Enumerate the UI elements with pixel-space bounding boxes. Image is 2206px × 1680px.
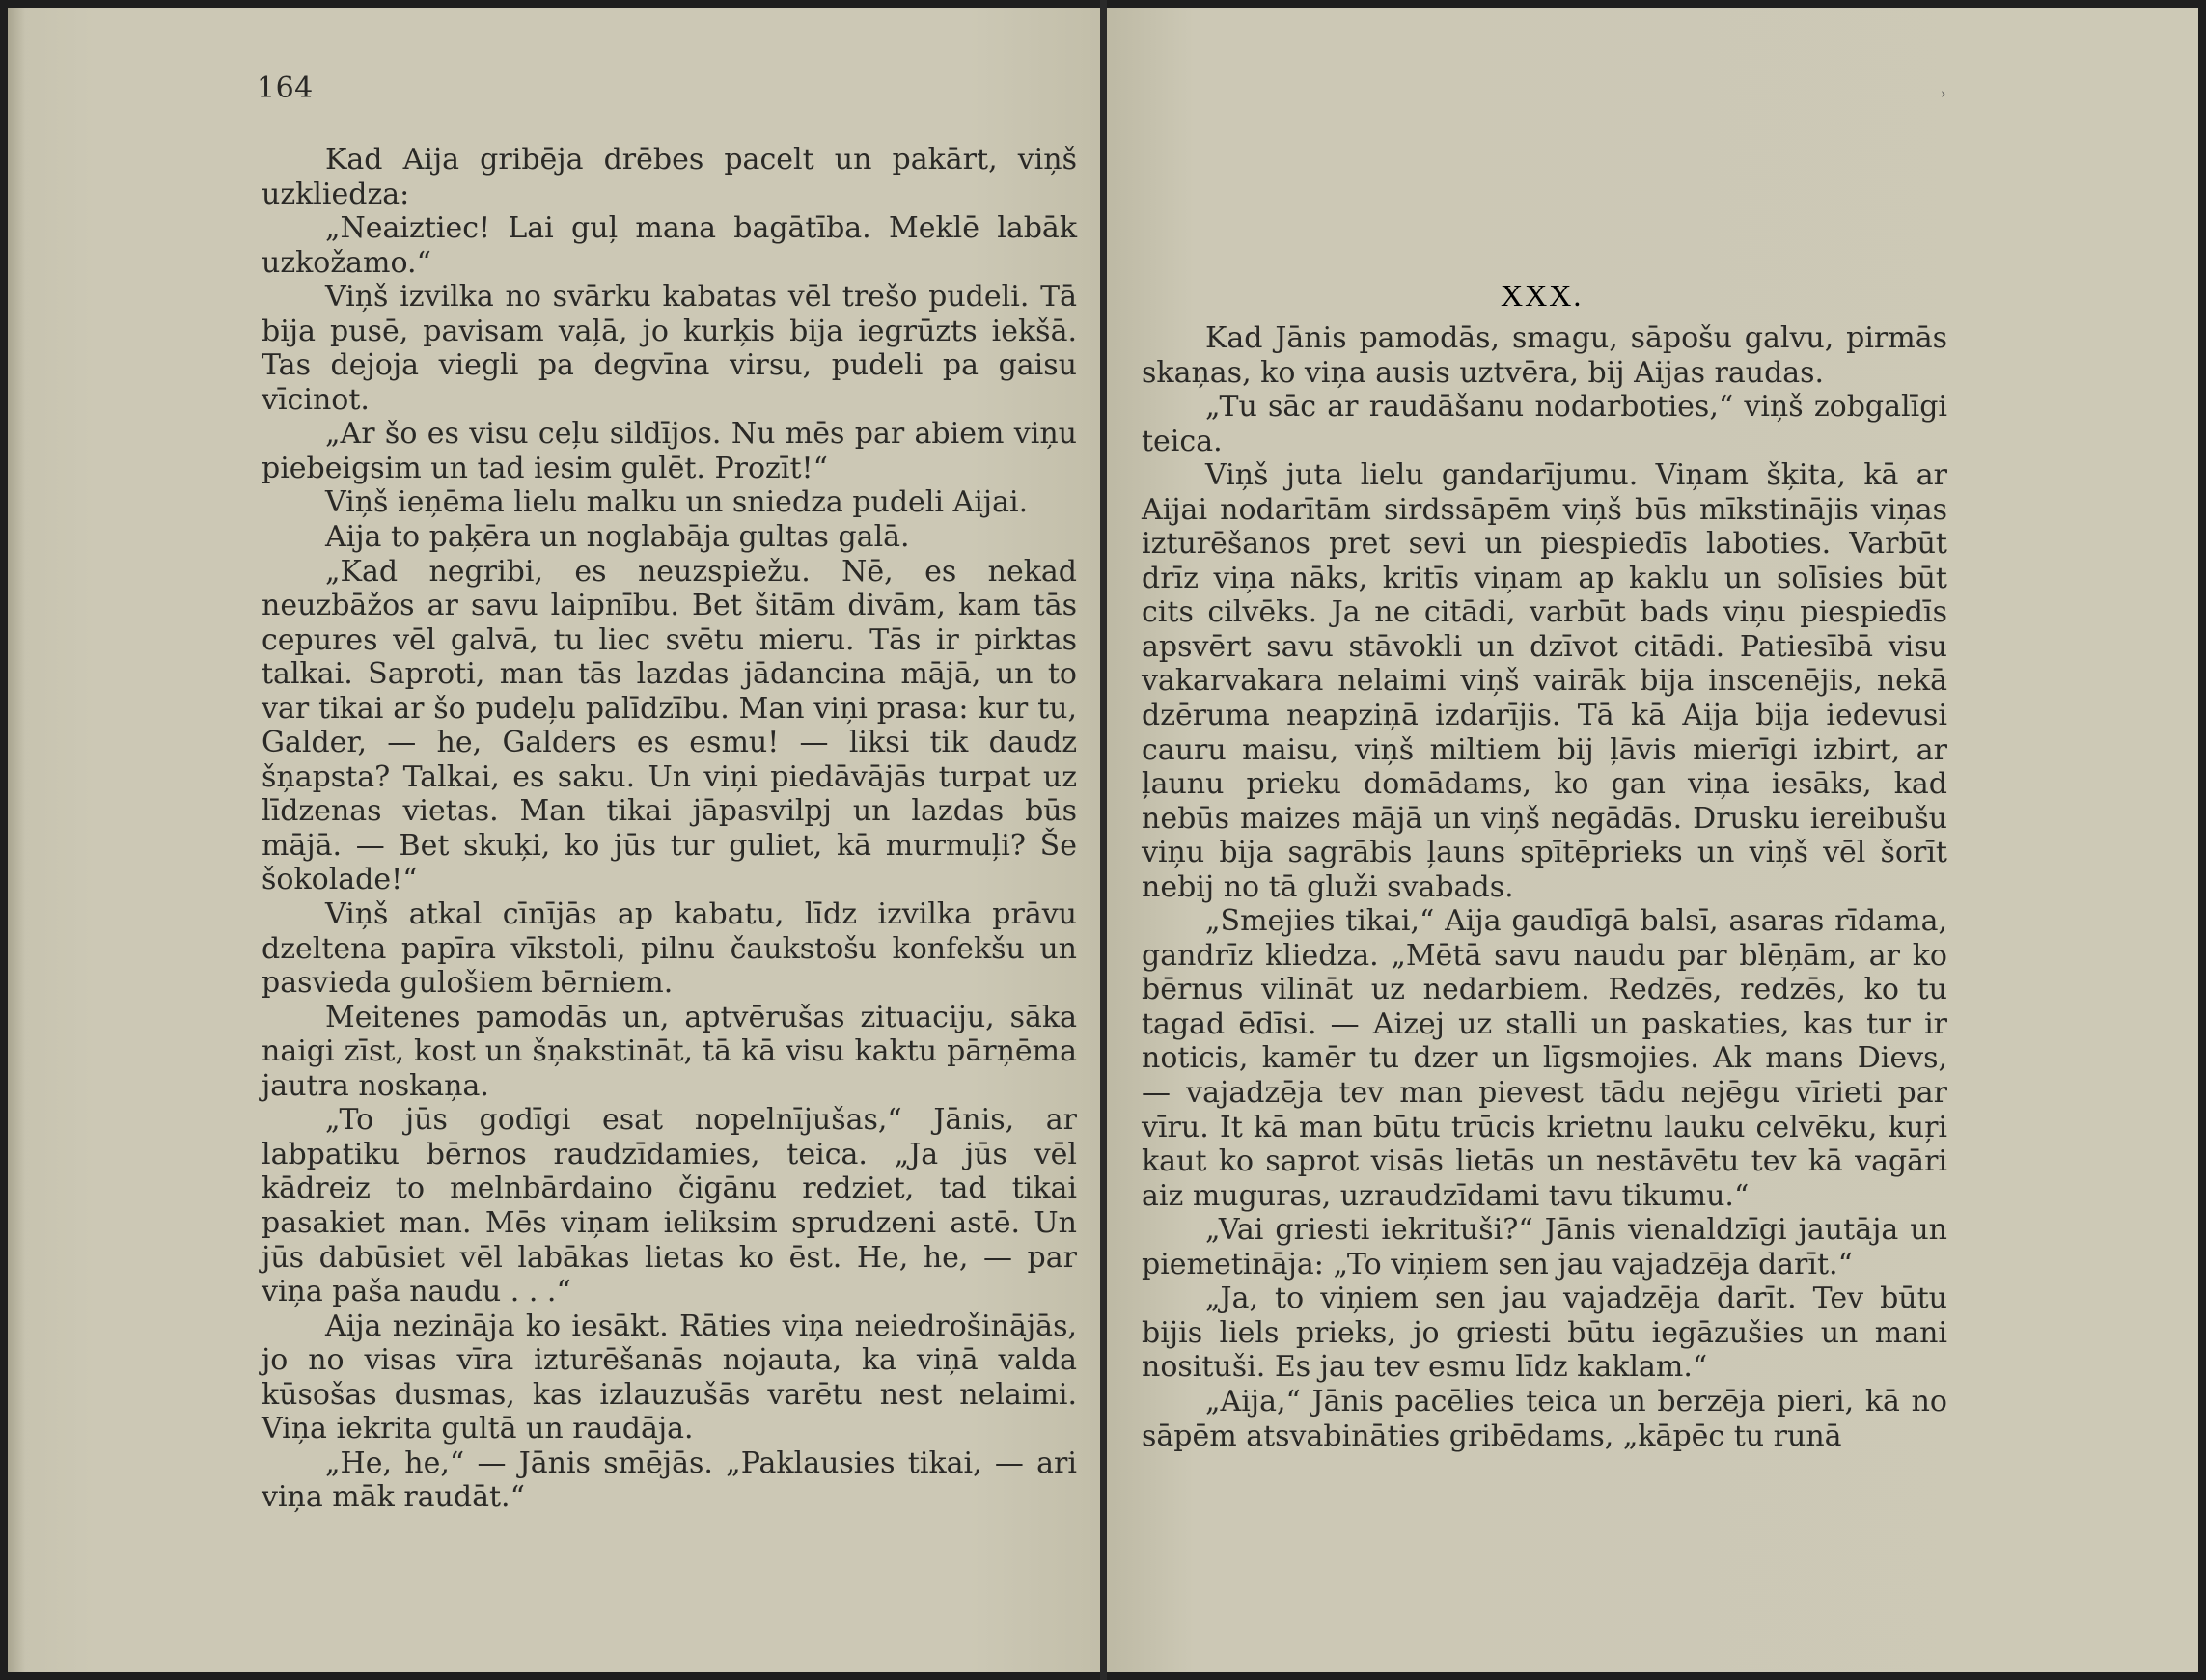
paragraph: „Aija,“ Jānis pacēlies teica un berzēja pieri, kā no sāpēm atsvabināties gribēdams, „kāpēc tu runā	[1142, 1384, 1947, 1453]
paragraph: Kad Jānis pamodās, smagu, sāpošu galvu, pirmās skaņas, ko viņa ausis uztvēra, bij Aijas raudas.	[1142, 321, 1947, 390]
page-edge-shadow	[8, 8, 25, 1672]
page-number: 164	[257, 71, 314, 105]
paragraph: Viņš atkal cīnījās ap kabatu, līdz izvilka prāvu dzeltena papīra vīkstoli, pilnu čaukstošu konfekšu un pasvieda gulošiem bērniem.	[262, 897, 1077, 1001]
left-page-text	[262, 143, 1077, 1515]
paragraph: „Ar šo es visu ceļu sildījos. Nu mēs par abiem viņu piebeigsim un tad iesim gulēt. Prozīt!“	[262, 417, 1077, 485]
paragraph: „Neaiztiec! Lai guļ mana bagātība. Meklē labāk uzkožamo.“	[262, 211, 1077, 280]
paragraph: Aija to paķēra un noglabāja gultas galā.	[325, 520, 910, 555]
paragraph: „He, he,“ — Jānis smējās. „Paklausies tikai, — ari viņa māk raudāt.“	[262, 1446, 1077, 1515]
paragraph: „Smejies tikai,“ Aija gaudīgā balsī, asaras rīdama, gandrīz kliedza. „Mētā savu naudu par blēņām, ar ko bērnus vilināt uz nedarbiem. Redzēs, redzēs, ko tu tagad ēdīsi. — Aizej uz stalli un paskaties, kas tur ir noticis, kamēr tu dzer un līgsmojies. Ak mans Dievs, — vajadzēja tev man pievest tādu nejēgu vīrieti par vīru. It kā man būtu trūcis krietnu lauku celvēku, kuŗi kaut ko saprot visās lietās un nestāvētu tev kā vagāri aiz muguras, uzraudzīdami tavu tikumu.“	[1142, 904, 1947, 1213]
paragraph: Aija nezināja ko iesākt. Rāties viņa neiedrošinājās, jo no visas vīra izturēšanās nojauta, ka viņā valda kūsošas dusmas, kas izlauzušās varētu nest nelaimi. Viņa iekrita gultā un raudāja.	[262, 1308, 1077, 1446]
paragraph: „Tu sāc ar raudāšanu nodarboties,“ viņš zobgalīgi teica.	[1142, 390, 1947, 458]
paragraph: Viņš ieņēma lielu malku un sniedza pudeli Aijai.	[325, 485, 1029, 520]
paragraph: „Ja, to viņiem sen jau vajadzēja darīt. Tev būtu bijis liels prieks, jo griesti būtu iegāzušies un mani nosituši. Es jau tev esmu līdz kaklam.“	[1142, 1281, 1947, 1385]
paragraph: „To jūs godīgi esat nopelnījušas,“ Jānis, ar labpatiku bērnos raudzīdamies, teica. „Ja jūs vēl kādreiz to melnbārdaino čigānu redziet, tad tikai pasakiet man. Mēs viņam ieliksim sprudzeni astē. Un jūs dabūsiet vēl labākas lietas ko ēst. He, he, — par viņa paša naudu . . .“	[262, 1103, 1077, 1309]
book-gutter	[1100, 0, 1107, 1680]
paragraph: Viņš izvilka no svārku kabatas vēl trešo pudeli. Tā bija pusē, pavisam vaļā, jo kurķis bija iegrūzts iekšā. Tas dejoja viegli pa degvīna virsu, pudeli pa gaisu vīcinot.	[262, 280, 1077, 417]
paragraph: Viņš juta lielu gandarījumu. Viņam šķita, kā ar Aijai nodarītām sirdssāpēm viņš būs mīkstinājis viņas izturēšanos pret sevi un piespiedīs laboties. Varbūt drīz viņa nāks, kritīs viņam ap kaklu un solīsies būt cits cilvēks. Ja ne citādi, varbūt bads viņu piespiedīs apsvērt savu stāvokli un dzīvot citādi. Patiesībā visu vakarvakara nelaimi viņš vairāk bija inscenējis, nekā dzēruma neapziņā izdarījis. Tā kā Aija bija iedevusi cauru maisu, viņš miltiem bij ļāvis mierīgi izbirt, ar ļaunu prieku domādams, ko gan viņa iesāks, kad nebūs maizes mājā un viņš negādās. Drusku iereibušu viņu bija sagrābis ļauns spītēprieks un viņš vēl šorīt nebij no tā gluži svabads.	[1142, 458, 1947, 904]
paragraph: Kad Aija gribēja drēbes pacelt un pakārt, viņš uzkliedza:	[262, 143, 1077, 211]
paragraph: „Vai griesti iekrituši?“ Jānis vienaldzīgi jautāja un piemetināja: „To viņiem sen jau vajadzēja darīt.“	[1142, 1213, 1947, 1281]
paragraph: Meitenes pamodās un, aptvērušas zituaciju, sāka naigi zīst, kost un šņakstināt, tā kā visu kaktu pārņēma jautra noskaņa.	[262, 1000, 1077, 1103]
chapter-heading: XXX.	[1501, 278, 1584, 313]
paragraph: „Kad negribi, es neuzspiežu. Nē, es nekad neuzbāžos ar savu laipnību. Bet šitām divām, kam tās cepures vēl galvā, tu liec svētu mieru. Tās ir pirktas talkai. Saproti, man tās lazdas jādancina mājā, un to var tikai ar šo pudeļu palīdzību. Man viņi prasa: kur tu, Galder, — he, Galders es esmu! — liksi tik daudz šņapsta? Talkai, es saku. Un viņi piedāvājās turpat uz līdzenas vietas. Man tikai jāpasvilpj un lazdas būs mājā. — Bet skuķi, ko jūs tur guliet, kā murmuļi? Še šokolade!“	[262, 554, 1077, 897]
margin-mark: ›	[1941, 85, 1946, 101]
right-page-text	[1142, 321, 1947, 1453]
